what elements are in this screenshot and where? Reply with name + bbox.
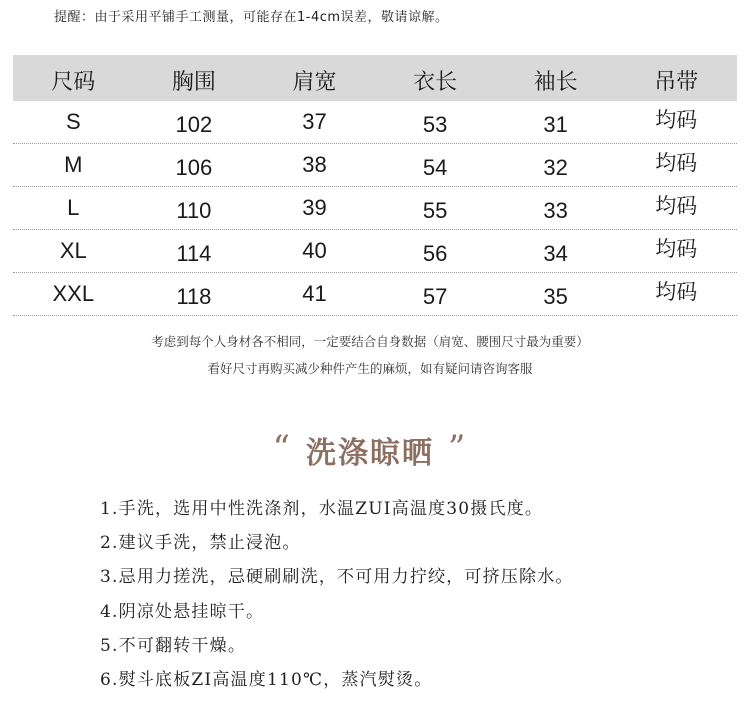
- header-chest: 胸围: [171, 69, 216, 95]
- care-section-title: [0, 428, 740, 472]
- length-cell: 53: [422, 112, 448, 137]
- fit-advice-line-1: 考虑到每个人身材各不相同，一定要结合自身数据（肩宽、腰围尺寸最为重要）: [151, 334, 589, 349]
- fit-advice-line-2: 看好尺寸再购买减少种件产生的麻烦，如有疑问请咨询客服: [207, 361, 533, 376]
- table-row: [13, 101, 737, 144]
- size-cell: L: [67, 195, 80, 220]
- strap-cell: 均码: [655, 237, 698, 261]
- open-quote: “: [272, 428, 292, 468]
- size-table: [13, 55, 737, 316]
- size-cell: XXL: [52, 281, 95, 306]
- sleeve-cell: 31: [543, 112, 568, 137]
- shoulder-cell: 38: [302, 152, 327, 177]
- sleeve-cell: 34: [543, 241, 568, 266]
- measurement-notice: 提醒：由于采用平铺手工测量，可能存在1-4cm误差，敬请谅解。: [54, 10, 449, 25]
- chest-cell: 114: [176, 241, 212, 266]
- length-cell: 56: [422, 241, 448, 266]
- strap-cell: 均码: [655, 108, 698, 132]
- strap-cell: 均码: [655, 151, 698, 175]
- list-item: 4.阴凉处悬挂晾干。: [100, 601, 265, 622]
- shoulder-cell: 39: [302, 195, 327, 220]
- length-cell: 54: [422, 155, 448, 180]
- chest-cell: 106: [175, 155, 213, 180]
- care-instructions-list: [100, 496, 574, 701]
- header-length: 衣长: [413, 69, 458, 95]
- shoulder-cell: 40: [302, 238, 327, 263]
- strap-cell: 均码: [655, 280, 698, 304]
- header-shoulder: 肩宽: [292, 69, 337, 95]
- care-title-text: 洗涤晾晒: [306, 436, 434, 471]
- shoulder-cell: 37: [302, 109, 327, 134]
- size-table-header: [13, 55, 737, 101]
- length-cell: 55: [422, 198, 448, 223]
- list-item: 1.手洗，选用中性洗涤剂，水温ZUI高温度30摄氏度。: [100, 499, 544, 519]
- list-item: 3.忌用力搓洗，忌硬刷刷洗，不可用力拧绞，可挤压除水。: [100, 567, 574, 588]
- close-quote: ”: [448, 428, 468, 468]
- length-cell: 57: [422, 284, 448, 309]
- header-strap: 吊带: [654, 69, 699, 95]
- sleeve-cell: 32: [543, 155, 568, 180]
- table-row: [13, 187, 737, 230]
- header-size: 尺码: [51, 69, 96, 95]
- size-cell: XL: [59, 238, 87, 263]
- strap-cell: 均码: [655, 194, 698, 218]
- sleeve-cell: 33: [543, 198, 568, 223]
- table-row: [13, 273, 737, 316]
- header-sleeve: 袖长: [533, 69, 578, 95]
- sleeve-cell: 35: [543, 284, 568, 309]
- size-cell: M: [64, 152, 83, 177]
- table-row: [13, 144, 737, 187]
- chest-cell: 118: [176, 284, 212, 309]
- shoulder-cell: 41: [302, 281, 327, 306]
- table-row: [13, 230, 737, 273]
- list-item: 2.建议手洗，禁止浸泡。: [100, 533, 301, 554]
- list-item: 6.熨斗底板ZI高温度110℃，蒸汽熨烫。: [100, 669, 433, 690]
- size-cell: S: [65, 109, 81, 134]
- chest-cell: 110: [176, 198, 212, 223]
- chest-cell: 102: [175, 112, 213, 137]
- list-item: 5.不可翻转干燥。: [100, 635, 247, 656]
